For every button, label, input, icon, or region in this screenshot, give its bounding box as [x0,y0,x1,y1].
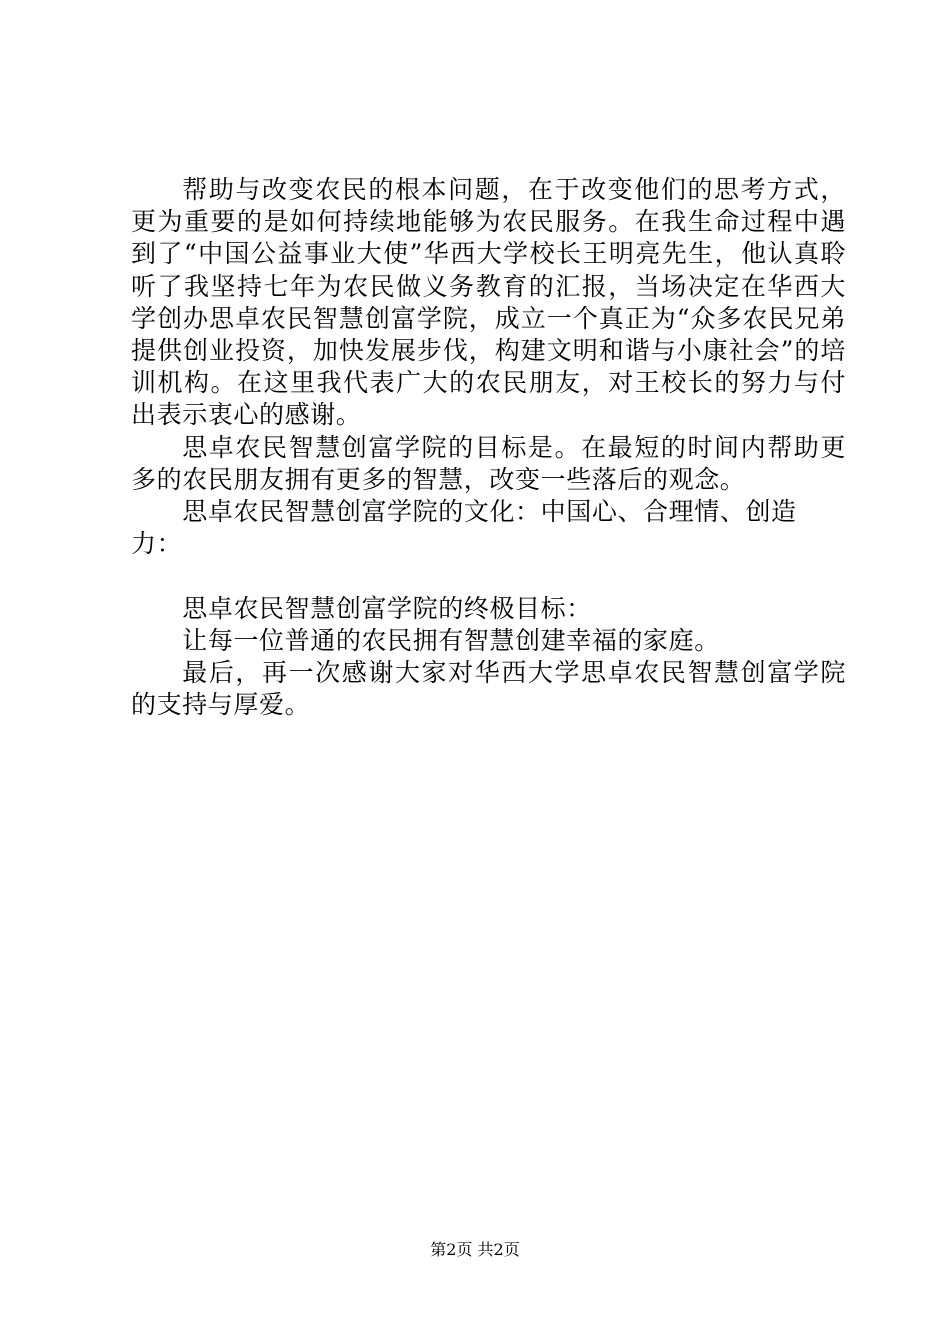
blank-line [131,560,846,592]
paragraph-help-farmers: 帮助与改变农民的根本问题，在于改变他们的思考方式，更为重要的是如何持续地能够为农民服务。在我生命过程中遇到了“中国公益事业大使”华西大学校长王明亮先生，他认真聆听了我坚持七年为农民做义务教育的汇报，当场决定在华西大学创办思卓农民智慧创富学院，成立一个真正为“众多农民兄弟提供创业投资，加快发展步伐，构建文明和谐与小康社会”的培训机构。在这里我代表广大的农民朋友，对王校长的努力与付出表示衷心的感谢。 [131,175,846,430]
paragraph-college-culture: 思卓农民智慧创富学院的文化：中国心、合理情、创造力： [131,497,797,559]
paragraph-ultimate-goal: 让每一位普通的农民拥有智慧创建幸福的家庭。 [182,625,720,655]
paragraph-closing-thanks: 最后，再一次感谢大家对华西大学思卓农民智慧创富学院的支持与厚爱。 [131,658,846,720]
page-number-footer: 第2页 共2页 [430,1240,520,1259]
paragraph-ultimate-goal-heading: 思卓农民智慧创富学院的终极目标： [182,593,592,623]
document-body [131,174,846,721]
paragraph-college-goal: 思卓农民智慧创富学院的目标是。在最短的时间内帮助更多的农民朋友拥有更多的智慧，改变一些落后的观念。 [131,432,846,494]
